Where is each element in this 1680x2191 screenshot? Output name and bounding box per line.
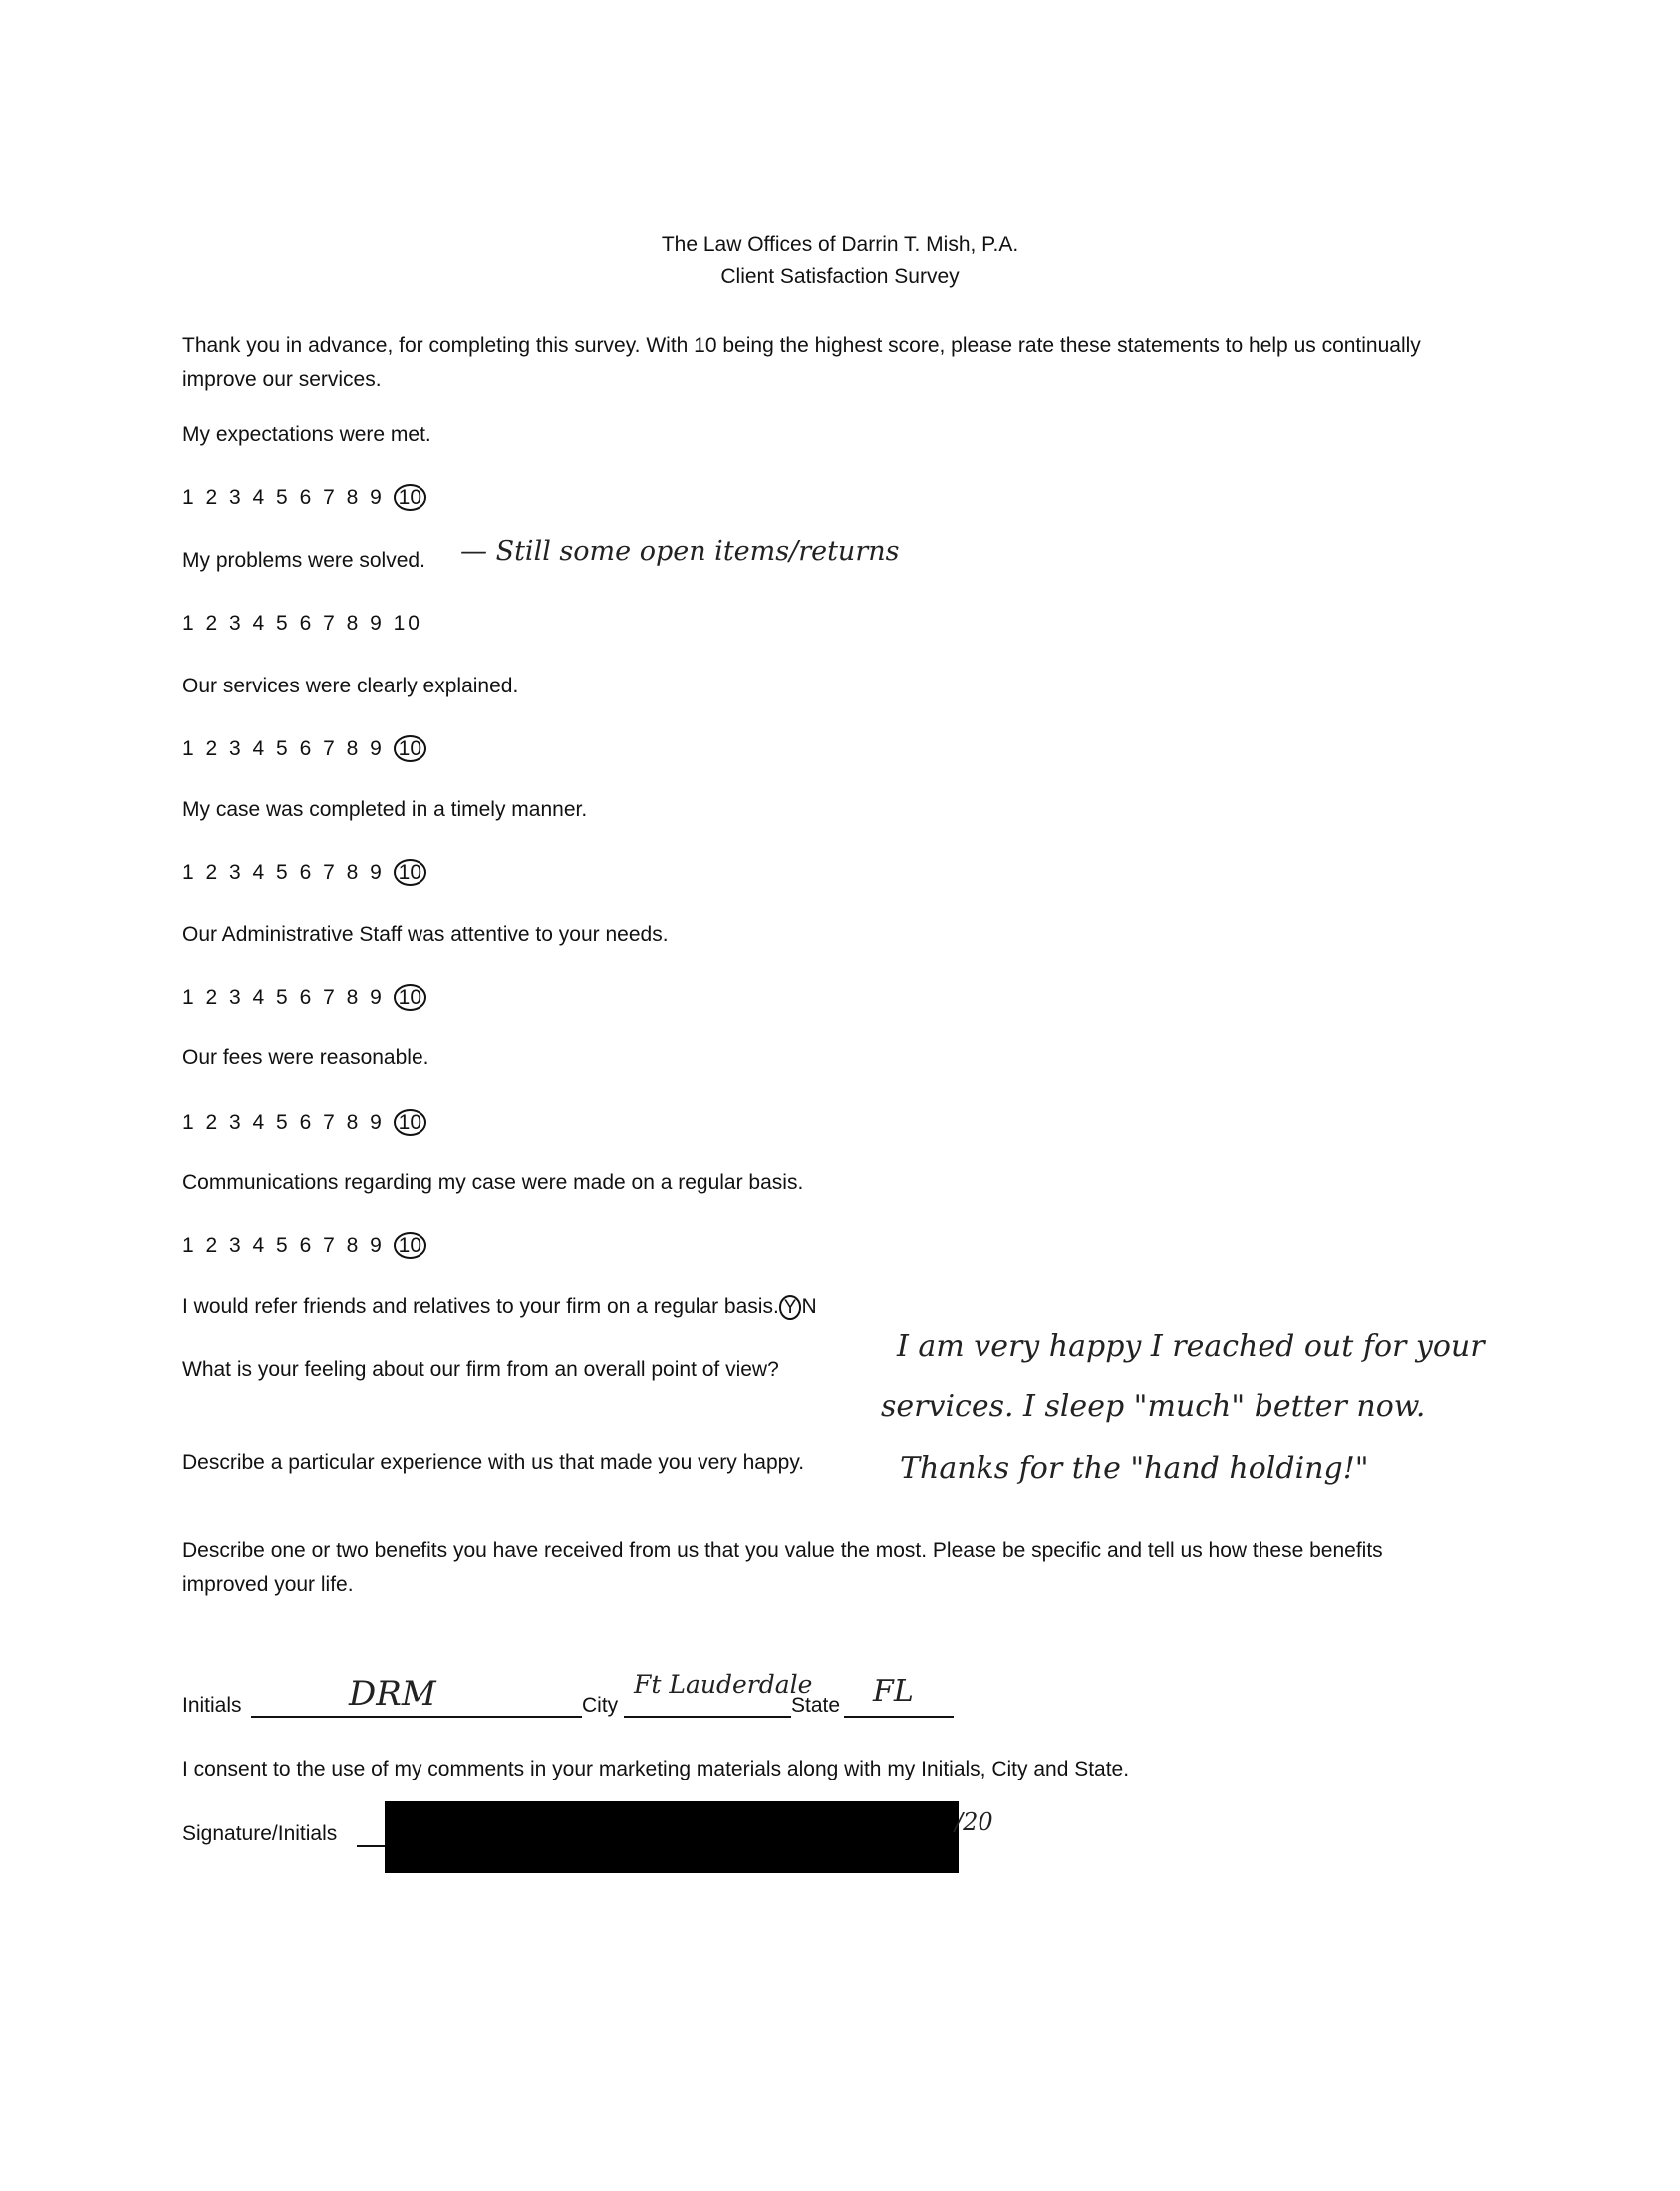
handwritten-response-line-2: services. I sleep "much" better now. xyxy=(881,1389,1426,1424)
handwritten-response-line-1: I am very happy I reached out for your xyxy=(897,1329,1485,1364)
question-problems-solved: My problems were solved. xyxy=(182,549,425,572)
question-services-explained: Our services were clearly explained. xyxy=(182,675,519,697)
firm-name: The Law Offices of Darrin T. Mish, P.A. xyxy=(661,233,1019,256)
rating-scale-communications[interactable] xyxy=(182,1232,426,1259)
state-underline xyxy=(844,1716,954,1718)
rating-scale-values: 1 2 3 4 5 6 7 8 9 xyxy=(182,1234,385,1257)
no-option[interactable]: N xyxy=(801,1295,817,1318)
question-timely: My case was completed in a timely manner. xyxy=(182,798,588,821)
rating-scale-values: 1 2 3 4 5 6 7 8 9 xyxy=(182,861,385,884)
state-value[interactable]: FL xyxy=(873,1674,914,1709)
rating-scale-services[interactable] xyxy=(182,735,426,762)
handwritten-note-problems: — Still some open items/returns xyxy=(460,536,900,567)
selected-rating-circle[interactable]: 10 xyxy=(394,1232,426,1259)
selected-rating-circle[interactable]: 10 xyxy=(394,735,426,762)
initials-label: Initials xyxy=(182,1694,242,1717)
rating-scale-timely[interactable] xyxy=(182,859,426,886)
state-label: State xyxy=(791,1694,841,1717)
consent-text: I consent to the use of my comments in your marketing materials along with my Initials, City and State. xyxy=(182,1758,1130,1780)
question-expectations: My expectations were met. xyxy=(182,423,431,446)
handwritten-response-line-3: Thanks for the "hand holding!" xyxy=(900,1451,1369,1486)
city-label: City xyxy=(582,1694,619,1717)
selected-rating-circle[interactable]: 10 xyxy=(394,984,426,1011)
question-staff: Our Administrative Staff was attentive to your needs. xyxy=(182,923,669,946)
city-underline xyxy=(624,1716,791,1718)
question-benefits: Describe one or two benefits you have received from us that you value the most. Please be specific and tell us how these benefits improved your life. xyxy=(182,1539,1383,1596)
question-refer xyxy=(182,1295,817,1320)
rating-scale-values: 1 2 3 4 5 6 7 8 9 xyxy=(182,1111,385,1134)
rating-scale-staff[interactable] xyxy=(182,984,426,1011)
signature-label: Signature/Initials xyxy=(182,1822,338,1845)
question-overall-feeling: What is your feeling about our firm from an overall point of view? xyxy=(182,1358,779,1381)
rating-scale-fees[interactable] xyxy=(182,1109,426,1136)
refer-text: I would refer friends and relatives to your firm on a regular basis. xyxy=(182,1295,779,1318)
initials-value[interactable]: DRM xyxy=(349,1674,436,1714)
rating-scale-values: 1 2 3 4 5 6 7 8 9 xyxy=(182,486,385,509)
rating-scale-problems[interactable]: 1 2 3 4 5 6 7 8 9 10 xyxy=(182,612,422,635)
selected-rating-circle[interactable]: 10 xyxy=(394,859,426,886)
city-value[interactable]: Ft Lauderdale xyxy=(634,1670,813,1699)
redaction-block xyxy=(385,1801,959,1873)
intro-text: Thank you in advance, for completing this survey. With 10 being the highest score, please rate these statements to help us continually improve our services. xyxy=(182,334,1421,391)
survey-title: Client Satisfaction Survey xyxy=(720,265,960,288)
rating-scale-values: 1 2 3 4 5 6 7 8 9 xyxy=(182,986,385,1009)
rating-scale-values: 1 2 3 4 5 6 7 8 9 xyxy=(182,737,385,760)
yes-option-circled[interactable]: Y xyxy=(779,1295,802,1320)
selected-rating-circle[interactable]: 10 xyxy=(394,484,426,511)
signature-date-fragment: /20 xyxy=(955,1808,993,1836)
initials-underline xyxy=(251,1716,582,1718)
rating-scale-expectations[interactable] xyxy=(182,484,426,511)
question-happy-experience: Describe a particular experience with us that made you very happy. xyxy=(182,1451,805,1474)
selected-rating-circle[interactable]: 10 xyxy=(394,1109,426,1136)
question-communications: Communications regarding my case were made on a regular basis. xyxy=(182,1171,804,1194)
question-fees: Our fees were reasonable. xyxy=(182,1046,429,1069)
